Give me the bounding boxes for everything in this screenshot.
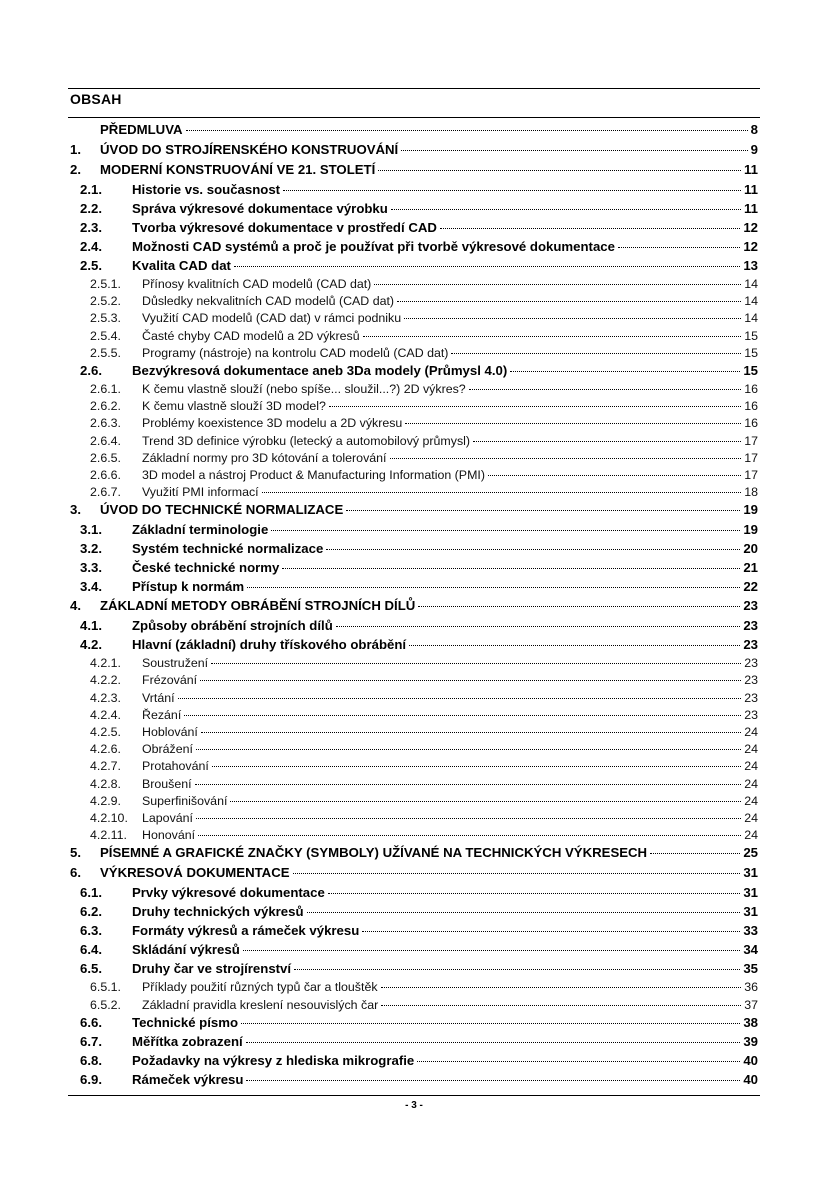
toc-entry-page: 16	[744, 416, 758, 431]
toc-entry-page: 20	[743, 541, 758, 557]
toc-entry-page: 16	[744, 381, 758, 396]
toc-entry-number: 6.	[70, 865, 81, 881]
toc-entry-page: 8	[750, 122, 758, 137]
dot-leader	[247, 587, 740, 588]
dot-leader	[378, 170, 741, 171]
toc-entry-page: 15	[744, 328, 758, 343]
dot-leader	[234, 266, 740, 267]
dot-leader	[409, 645, 740, 646]
bottom-rule	[68, 1095, 760, 1096]
toc-entry-title: K čemu vlastně slouží 3D model?	[142, 399, 326, 414]
toc-entry-title: Druhy čar ve strojírenství	[132, 961, 292, 977]
dot-leader	[211, 663, 741, 664]
toc-entry-title: Přístup k normám	[132, 579, 245, 595]
toc-entry[interactable]	[70, 777, 758, 794]
toc-entry-page: 38	[743, 1014, 758, 1030]
toc-entry-number: 4.2.10.	[90, 810, 128, 825]
dot-leader	[246, 1080, 740, 1081]
toc-entry-page: 33	[743, 923, 758, 939]
toc-entry-page: 15	[743, 362, 758, 378]
toc-entry-page: 40	[743, 1052, 758, 1068]
toc-entry-page: 23	[744, 690, 758, 705]
toc-entry[interactable]	[70, 828, 758, 845]
dot-leader	[246, 1042, 741, 1043]
toc-entry[interactable]	[70, 162, 758, 182]
toc-entry[interactable]	[70, 656, 758, 673]
toc-entry-number: 4.2.6.	[90, 742, 122, 757]
dot-leader	[346, 510, 740, 511]
dot-leader	[440, 228, 740, 229]
toc-entry-title: Honování	[142, 828, 196, 843]
toc-entry-page: 25	[743, 845, 758, 861]
toc-entry-number: 6.8.	[80, 1052, 102, 1068]
toc-entry-number: 6.5.1.	[90, 980, 122, 995]
toc-entry-number: 6.6.	[80, 1014, 102, 1030]
toc-entry-title: Příklady použití různých typů čar a tlouštěk	[142, 980, 378, 995]
dot-leader	[283, 190, 741, 191]
toc-entry-title: Kvalita CAD dat	[132, 258, 231, 273]
toc-entry-page: 18	[744, 485, 758, 500]
toc-entry-number: 2.5.4.	[90, 328, 122, 343]
toc-entry-number: 4.2.9.	[90, 793, 122, 808]
dot-leader	[294, 969, 740, 970]
toc-entry-page: 11	[744, 162, 758, 177]
toc-entry[interactable]	[70, 618, 758, 637]
toc-entry-page: 9	[750, 142, 758, 157]
toc-entry-number: 2.5.	[80, 258, 102, 273]
toc-entry-number: 6.2.	[80, 904, 102, 920]
dot-leader	[510, 371, 740, 372]
toc-entry[interactable]	[70, 346, 758, 363]
toc-entry-title: Protahování	[142, 759, 209, 774]
toc-entry[interactable]	[70, 434, 758, 451]
toc-entry-number: 2.	[70, 162, 81, 177]
toc-entry[interactable]	[70, 560, 758, 579]
toc-entry-number: 6.3.	[80, 923, 102, 939]
toc-entry-page: 24	[744, 725, 758, 739]
toc-entry-number: 2.6.3.	[90, 416, 122, 431]
toc-entry-title: Superfinišování	[142, 793, 228, 808]
toc-entry[interactable]	[70, 220, 758, 239]
dot-leader	[336, 626, 741, 627]
toc-entry[interactable]	[70, 485, 758, 502]
toc-entry[interactable]	[70, 998, 758, 1015]
toc-entry-title: Možnosti CAD systémů a proč je používat při tvorbě výkresové dokumentace	[132, 239, 615, 254]
toc-entry-number: 2.6.2.	[90, 399, 122, 414]
toc-entry-page: 19	[743, 522, 758, 538]
toc-entry-page: 23	[744, 673, 758, 688]
toc-entry-title: Druhy technických výkresů	[132, 904, 304, 920]
toc-entry-number: 4.2.	[80, 637, 102, 653]
toc-entry-page: 14	[744, 311, 758, 326]
toc-entry-title: Požadavky na výkresy z hlediska mikrografie	[132, 1052, 415, 1068]
dot-leader	[196, 818, 741, 819]
toc-entry-title: ÚVOD DO STROJÍRENSKÉHO KONSTRUOVÁNÍ	[100, 142, 399, 157]
dot-leader	[618, 247, 740, 248]
toc-entry[interactable]	[70, 294, 758, 311]
toc-entry-title: Tvorba výkresové dokumentace v prostředí CAD	[132, 220, 437, 235]
toc-entry-number: 5.	[70, 845, 81, 861]
toc-entry-number: 4.2.3.	[90, 690, 122, 705]
dot-leader	[391, 209, 741, 210]
toc-entry[interactable]	[70, 142, 758, 162]
toc-entry[interactable]	[70, 522, 758, 541]
toc-entry-page: 23	[743, 637, 758, 653]
toc-entry-title: ÚVOD DO TECHNICKÉ NORMALIZACE	[100, 502, 344, 518]
toc-entry-page: 17	[744, 450, 758, 465]
toc-entry-number: 2.1.	[80, 182, 102, 197]
toc-entry-number: 6.4.	[80, 942, 102, 958]
toc-entry-title: Měřítka zobrazení	[132, 1033, 243, 1049]
toc-entry-number: 4.1.	[80, 618, 102, 634]
toc-entry[interactable]	[70, 961, 758, 980]
dot-leader	[404, 318, 741, 319]
toc-entry-title: Broušení	[142, 776, 192, 791]
toc-entry-number: 2.5.3.	[90, 311, 122, 326]
toc-entry-title: Základní normy pro 3D kótování a tolerování	[142, 450, 387, 465]
toc-entry-title: MODERNÍ KONSTRUOVÁNÍ VE 21. STOLETÍ	[100, 162, 376, 177]
toc-entry[interactable]	[70, 363, 758, 382]
toc-entry-page: 21	[743, 560, 758, 576]
toc-entry-page: 35	[743, 961, 758, 977]
dot-leader	[451, 353, 741, 354]
toc-entry[interactable]	[70, 277, 758, 294]
toc-entry[interactable]	[70, 382, 758, 399]
toc-entry-number: 2.5.5.	[90, 345, 122, 360]
heading-rule	[68, 117, 760, 118]
toc-entry-title: Formáty výkresů a rámeček výkresu	[132, 923, 360, 939]
dot-leader	[198, 835, 741, 836]
toc-entry-number: 4.2.2.	[90, 673, 122, 688]
toc-entry[interactable]	[70, 502, 758, 522]
toc-entry-page: 36	[744, 980, 758, 995]
toc-entry-number: 4.2.4.	[90, 707, 122, 722]
toc-entry-number: 3.3.	[80, 560, 102, 576]
toc-entry-title: Problémy koexistence 3D modelu a 2D výkresu	[142, 416, 403, 431]
toc-entry-title: Prvky výkresové dokumentace	[132, 885, 325, 901]
dot-leader	[178, 698, 742, 699]
toc-entry-number: 4.	[70, 598, 81, 614]
toc-entry-number: 2.4.	[80, 239, 102, 254]
dot-leader	[230, 801, 741, 802]
toc-entry[interactable]	[70, 451, 758, 468]
toc-entry-page: 24	[744, 793, 758, 808]
dot-leader	[293, 873, 741, 874]
toc-entry-page: 14	[744, 294, 758, 309]
toc-entry-number: 2.6.5.	[90, 450, 122, 465]
toc-entry[interactable]	[70, 885, 758, 904]
dot-leader	[271, 530, 740, 531]
toc-entry-title: Přínosy kvalitních CAD modelů (CAD dat)	[142, 277, 372, 291]
toc-entry-number: 2.2.	[80, 201, 102, 216]
toc-entry-page: 16	[744, 399, 758, 414]
toc-entry[interactable]	[70, 691, 758, 708]
toc-entry-page: 24	[744, 810, 758, 825]
toc-entry-page: 34	[743, 942, 758, 958]
dot-leader	[307, 912, 741, 913]
dot-leader	[418, 606, 740, 607]
toc-entry-page: 23	[743, 618, 758, 634]
toc-entry[interactable]	[70, 598, 758, 618]
toc-entry-number: 2.6.6.	[90, 467, 122, 482]
toc-entry-page: 19	[743, 502, 758, 518]
toc-entry-title: Využití CAD modelů (CAD dat) v rámci podniku	[142, 311, 402, 326]
toc-entry-number: 6.5.2.	[90, 997, 122, 1012]
toc-entry[interactable]	[70, 1072, 758, 1091]
toc-entry-title: Hoblování	[142, 725, 198, 739]
toc-entry-number: 6.9.	[80, 1071, 102, 1087]
toc-entry-page: 24	[744, 828, 758, 843]
table-of-contents	[70, 122, 758, 1091]
toc-entry-number: 3.4.	[80, 579, 102, 595]
toc-entry-page: 11	[744, 182, 758, 197]
toc-entry-title: Lapování	[142, 810, 193, 825]
toc-entry-title: Vrtání	[142, 690, 175, 705]
toc-entry-title: Způsoby obrábění strojních dílů	[132, 618, 333, 634]
toc-entry[interactable]	[70, 579, 758, 598]
toc-entry[interactable]	[70, 258, 758, 277]
dot-leader	[381, 1005, 741, 1006]
dot-leader	[469, 389, 742, 390]
dot-leader	[186, 130, 748, 131]
toc-entry-title: Důsledky nekvalitních CAD modelů (CAD dat)	[142, 294, 395, 309]
toc-entry[interactable]	[70, 311, 758, 328]
toc-entry[interactable]	[70, 399, 758, 416]
toc-entry-number: 3.2.	[80, 541, 102, 557]
toc-entry[interactable]	[70, 725, 758, 742]
toc-entry-number: 6.1.	[80, 885, 102, 901]
dot-leader	[473, 441, 741, 442]
toc-entry-page: 13	[743, 258, 758, 273]
dot-leader	[282, 568, 740, 569]
dot-leader	[195, 784, 742, 785]
toc-entry-title: Frézování	[142, 673, 198, 688]
toc-entry-page: 14	[744, 277, 758, 291]
toc-entry-page: 23	[744, 656, 758, 671]
toc-entry[interactable]	[70, 673, 758, 690]
toc-entry-page: 31	[743, 885, 758, 901]
toc-entry-page: 24	[744, 776, 758, 791]
toc-entry-page: 23	[744, 707, 758, 722]
toc-entry-page: 17	[744, 467, 758, 482]
dot-leader	[243, 950, 741, 951]
dot-leader	[201, 732, 741, 733]
toc-entry-title: PÍSEMNÉ A GRAFICKÉ ZNAČKY (SYMBOLY) UŽÍVANÉ NA TECHNICKÝCH VÝKRESECH	[100, 845, 648, 861]
toc-entry[interactable]	[70, 541, 758, 560]
toc-entry-number: 6.7.	[80, 1033, 102, 1049]
toc-entry-page: 39	[743, 1033, 758, 1049]
toc-entry-page: 37	[744, 997, 758, 1012]
toc-entry-number: 4.2.5.	[90, 725, 122, 739]
dot-leader	[363, 336, 742, 337]
toc-entry-number: 6.5.	[80, 961, 102, 977]
toc-entry-number: 2.5.2.	[90, 294, 122, 309]
toc-entry[interactable]	[70, 708, 758, 725]
toc-entry-number: 1.	[70, 142, 81, 157]
toc-entry-page: 24	[744, 742, 758, 757]
toc-entry-number: 2.6.	[80, 362, 102, 378]
toc-entry-number: 4.2.7.	[90, 759, 122, 774]
toc-entry[interactable]	[70, 942, 758, 961]
toc-entry-title: K čemu vlastně slouží (nebo spíše... sloužil...?) 2D výkres?	[142, 381, 466, 396]
dot-leader	[328, 893, 741, 894]
toc-entry[interactable]	[70, 416, 758, 433]
dot-leader	[401, 150, 747, 151]
dot-leader	[262, 492, 742, 493]
toc-entry[interactable]	[70, 182, 758, 201]
dot-leader	[200, 680, 741, 681]
toc-heading: OBSAH	[70, 91, 122, 107]
dot-leader	[488, 475, 741, 476]
toc-entry-number: 3.1.	[80, 522, 102, 538]
dot-leader	[196, 749, 741, 750]
toc-entry-title: Základní terminologie	[132, 522, 269, 538]
dot-leader	[241, 1023, 740, 1024]
toc-entry-page: 12	[743, 239, 758, 254]
toc-entry-title: Trend 3D definice výrobku (letecký a automobilový průmysl)	[142, 433, 471, 448]
toc-entry-title: Časté chyby CAD modelů a 2D výkresů	[142, 328, 360, 343]
toc-entry[interactable]	[70, 794, 758, 811]
toc-entry[interactable]	[70, 865, 758, 885]
toc-entry[interactable]	[70, 468, 758, 485]
toc-entry-page: 23	[743, 598, 758, 614]
toc-entry-title: Systém technické normalizace	[132, 541, 324, 557]
toc-entry-number: 4.2.1.	[90, 656, 122, 671]
toc-entry-title: Programy (nástroje) na kontrolu CAD modelů (CAD dat)	[142, 345, 449, 360]
toc-entry-page: 17	[744, 433, 758, 448]
toc-entry-title: Správa výkresové dokumentace výrobku	[132, 201, 388, 216]
toc-entry-page: 40	[743, 1071, 758, 1087]
toc-entry-page: 15	[744, 345, 758, 360]
dot-leader	[362, 931, 740, 932]
toc-entry[interactable]	[70, 239, 758, 258]
page-number: - 3 -	[405, 1100, 423, 1111]
toc-entry-title: 3D model a nástroj Product & Manufacturing Information (PMI)	[142, 467, 485, 482]
toc-entry-page: 12	[743, 220, 758, 235]
toc-entry-number: 4.2.8.	[90, 776, 122, 791]
toc-entry[interactable]	[70, 845, 758, 865]
dot-leader	[397, 301, 741, 302]
dot-leader	[390, 458, 742, 459]
toc-entry-page: 24	[744, 759, 758, 774]
toc-entry-title: Hlavní (základní) druhy třískového obrábění	[132, 637, 407, 653]
dot-leader	[326, 549, 740, 550]
dot-leader	[329, 406, 741, 407]
dot-leader	[212, 766, 741, 767]
toc-entry[interactable]	[70, 329, 758, 346]
dot-leader	[374, 284, 741, 285]
top-rule	[68, 88, 760, 89]
dot-leader	[184, 715, 741, 716]
toc-entry-title: PŘEDMLUVA	[100, 122, 183, 137]
toc-entry-title: Bezvýkresová dokumentace aneb 3Da modely (Průmysl 4.0)	[132, 362, 508, 378]
toc-entry-number: 2.3.	[80, 220, 102, 235]
toc-entry[interactable]	[70, 1053, 758, 1072]
toc-entry-number: 2.5.1.	[90, 277, 122, 291]
toc-entry-number: 2.6.1.	[90, 381, 122, 396]
toc-entry-number: 2.6.4.	[90, 433, 122, 448]
toc-entry-title: ZÁKLADNÍ METODY OBRÁBĚNÍ STROJNÍCH DÍLŮ	[100, 598, 416, 614]
toc-entry-title: Využití PMI informací	[142, 485, 259, 500]
toc-entry-page: 11	[744, 201, 758, 216]
toc-entry[interactable]	[70, 811, 758, 828]
toc-entry[interactable]	[70, 759, 758, 776]
toc-entry-title: VÝKRESOVÁ DOKUMENTACE	[100, 865, 290, 881]
toc-entry[interactable]	[70, 904, 758, 923]
toc-entry[interactable]	[70, 923, 758, 942]
toc-entry-number: 4.2.11.	[90, 828, 127, 843]
toc-entry[interactable]	[70, 980, 758, 997]
toc-entry-title: Základní pravidla kreslení nesouvislých čar	[142, 997, 379, 1012]
toc-entry-title: České technické normy	[132, 560, 280, 576]
dot-leader	[417, 1061, 740, 1062]
toc-entry-page: 31	[743, 904, 758, 920]
dot-leader	[405, 423, 741, 424]
toc-entry-title: Řezání	[142, 707, 182, 722]
toc-entry-number: 2.6.7.	[90, 485, 122, 500]
toc-entry-title: Technické písmo	[132, 1014, 239, 1030]
toc-entry-page: 22	[743, 579, 758, 595]
dot-leader	[381, 987, 742, 988]
toc-entry[interactable]	[70, 742, 758, 759]
toc-entry[interactable]	[70, 1034, 758, 1053]
toc-entry[interactable]	[70, 637, 758, 656]
toc-entry-title: Obrážení	[142, 742, 193, 757]
dot-leader	[650, 853, 740, 854]
toc-entry-page: 31	[743, 865, 758, 881]
toc-entry-title: Skládání výkresů	[132, 942, 240, 958]
toc-entry-number: 3.	[70, 502, 81, 518]
toc-entry[interactable]	[70, 122, 758, 142]
toc-entry[interactable]	[70, 1015, 758, 1034]
toc-entry-title: Soustružení	[142, 656, 209, 671]
toc-entry-title: Rámeček výkresu	[132, 1071, 244, 1087]
toc-entry-title: Historie vs. současnost	[132, 182, 281, 197]
toc-entry[interactable]	[70, 201, 758, 220]
